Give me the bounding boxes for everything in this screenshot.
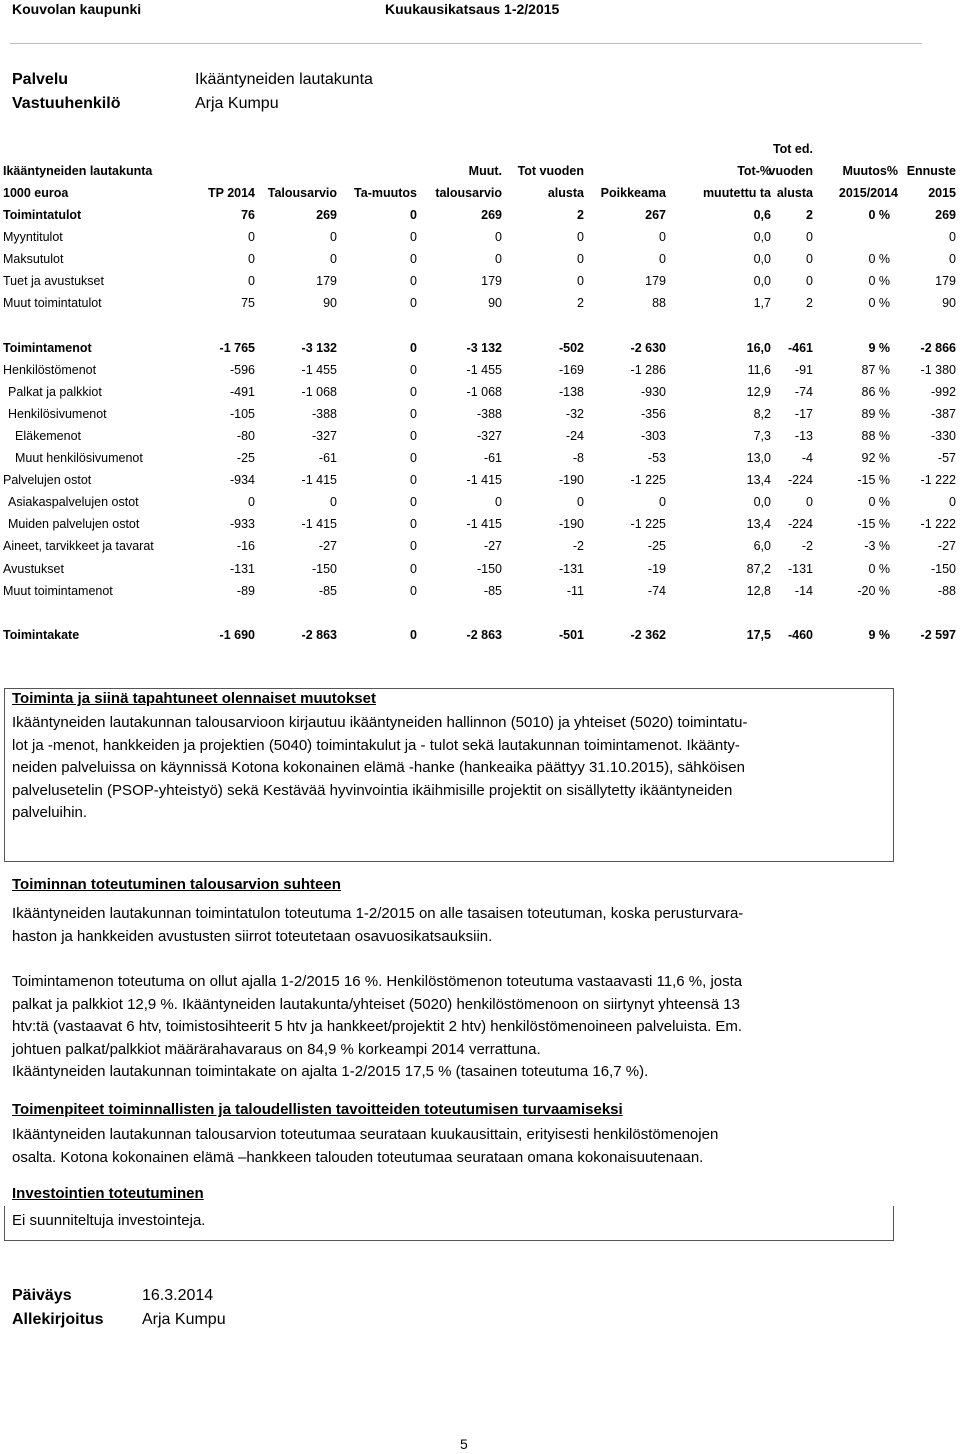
table-cell: 11,6 [747, 362, 771, 377]
table-cell: 0 [410, 539, 417, 554]
table-cell: -91 [794, 362, 813, 377]
table-cell: -303 [640, 428, 666, 443]
column-header: alusta [547, 186, 584, 200]
table-row [0, 517, 960, 539]
table-row [0, 385, 960, 407]
table-cell: -138 [558, 384, 584, 399]
table-cell: -17 [794, 406, 813, 421]
section-text-investments: Ei suunniteltuja investointeja. [12, 1212, 206, 1229]
table-cell: -14 [794, 583, 813, 598]
text-line: Ikääntyneiden lautakunnan talousarvioon kirjautuu ikääntyneiden hallinnon (5010) ja yhteiset (5020) toimintatu- [12, 714, 748, 731]
table-cell: -19 [647, 561, 666, 576]
table-cell: -2 362 [630, 627, 666, 642]
table-cell: -387 [930, 406, 956, 421]
table-cell: -24 [565, 428, 584, 443]
text-line: palvelusetelin (PSOP-yhteistyö) sekä Kestävää hyvinvointia ikäihmisille projektit on sisällytetty ikääntyneiden [12, 781, 733, 799]
column-header: Tot ed. [772, 142, 813, 156]
table-row [0, 407, 960, 429]
section-text-activity [12, 712, 882, 825]
table-cell: 0 [577, 495, 584, 510]
table-cell: -327 [311, 428, 337, 443]
column-header: Ennuste [906, 164, 956, 178]
table-cell: 0 [577, 274, 584, 289]
table-cell: 8,2 [753, 406, 771, 421]
service-value: Ikääntyneiden lautakunta [195, 71, 373, 88]
table-cell: 87,2 [746, 561, 771, 576]
table-cell: -13 [794, 428, 813, 443]
table-row [0, 252, 960, 274]
table-cell: 0 [330, 495, 337, 510]
table-cell: 0 [949, 495, 956, 510]
table-cell: 92 % [861, 451, 890, 465]
text-line: Ikääntyneiden lautakunnan talousarvion toteutumaa seurataan kuukausittain, erityisesti henkilöstömenojen [12, 1126, 719, 1143]
table-cell: -502 [558, 340, 584, 355]
table-cell: -32 [565, 406, 584, 421]
column-header: Muutos% [842, 164, 898, 178]
row-label: Muut toimintamenot [3, 583, 113, 598]
table-cell: 0 % [868, 561, 890, 576]
table-cell: 90 [942, 296, 956, 311]
table-cell: -1 415 [466, 517, 502, 532]
table-cell: 0 % [868, 296, 890, 311]
row-label: Muut toimintatulot [3, 296, 102, 311]
table-cell: 0 [248, 495, 255, 510]
table-cell: 88 % [861, 428, 890, 443]
table-row [0, 473, 960, 495]
table-cell: -356 [640, 406, 666, 421]
table-cell: -80 [236, 428, 255, 443]
text-line: Ikääntyneiden lautakunnan toimintakate on ajalta 1-2/2015 17,5 % (tasainen toteutuma 16,7 %). [12, 1063, 649, 1080]
table-cell: -2 866 [920, 340, 956, 355]
table-cell: 0 [659, 230, 666, 245]
table-row [0, 230, 960, 252]
table-cell: 0 [410, 583, 417, 598]
table-cell: -85 [318, 583, 337, 598]
table-cell: 0 [410, 495, 417, 510]
table-cell: 1,7 [753, 296, 771, 311]
table-cell: -88 [937, 583, 956, 598]
row-label: Henkilöstömenot [3, 362, 97, 377]
column-header: 2015/2014 [838, 186, 898, 200]
table-cell: 75 [241, 296, 255, 311]
table-cell: 0,0 [753, 252, 771, 267]
service-label: Palvelu [12, 71, 69, 88]
table-cell: 0 [410, 428, 417, 443]
column-header: Tot vuoden [517, 164, 584, 178]
table-row [0, 584, 960, 606]
table-cell: 0 [410, 296, 417, 311]
table-cell: -460 [787, 627, 813, 642]
row-label: Tuet ja avustukset [3, 274, 104, 289]
table-cell: -150 [476, 561, 502, 576]
table-cell: -2 597 [920, 627, 956, 642]
table-cell: 2 [577, 208, 584, 222]
header-organization: Kouvolan kaupunki [12, 1, 142, 17]
table-cell: 0 [495, 252, 502, 267]
row-label: Muiden palvelujen ostot [8, 517, 140, 532]
table-cell: 0 [410, 517, 417, 532]
section-heading-activity: Toiminta ja siinä tapahtuneet olennaiset muutokset [12, 690, 376, 707]
table-cell: -27 [483, 539, 502, 554]
table-cell: 0 [330, 230, 337, 245]
text-line: Toimintamenon toteutuma on ollut ajalla 1-2/2015 16 %. Henkilöstömenon toteutuma vastaavasti 11,6 %, josta [12, 973, 743, 990]
table-cell: 0 [495, 495, 502, 510]
table-cell: -1 455 [466, 362, 502, 377]
column-header: 2015 [928, 186, 956, 200]
table-cell: 89 % [861, 406, 890, 421]
table-cell: -57 [937, 451, 956, 465]
table-cell: 0 [659, 252, 666, 267]
row-label: Asiakaspalvelujen ostot [8, 495, 139, 510]
table-cell: 0 % [868, 495, 890, 510]
table-cell: -150 [311, 561, 337, 576]
table-cell: 0,0 [753, 495, 771, 510]
table-cell: -224 [787, 517, 813, 532]
table-cell: -89 [236, 583, 255, 598]
table-cell: -3 132 [301, 340, 337, 355]
table-cell: 0 [410, 451, 417, 465]
table-cell: 13,4 [746, 473, 771, 488]
column-header: vuoden [768, 164, 813, 178]
text-line: Ikääntyneiden lautakunnan toimintatulon toteutuma 1-2/2015 on alle tasaisen toteutuman, koska perusturvara- [12, 905, 744, 922]
text-line: neiden palveluissa on käynnissä Kotona kokonainen elämä -hanke (hankeaika päättyy 31.10.2015), sähköisen [12, 759, 745, 776]
table-cell: -27 [937, 539, 956, 554]
table-cell: 0,0 [753, 274, 771, 289]
table-cell: -1 225 [630, 517, 666, 532]
column-header: Muut. [468, 164, 502, 178]
table-cell: 0,6 [753, 208, 771, 222]
table-cell: 13,4 [746, 517, 771, 532]
row-label: Palkat ja palkkiot [8, 384, 102, 399]
table-cell: -224 [787, 473, 813, 488]
column-header: TP 2014 [207, 186, 255, 200]
table-cell: 0 [410, 473, 417, 488]
table-cell: -85 [483, 583, 502, 598]
page-number: 5 [460, 1436, 468, 1452]
table-cell: -1 455 [301, 362, 337, 377]
table-cell: -1 415 [301, 473, 337, 488]
table-row [0, 341, 960, 363]
table-cell: -53 [647, 451, 666, 465]
table-cell: -74 [794, 384, 813, 399]
table-row [0, 451, 960, 473]
table-cell: 90 [323, 296, 337, 311]
table-cell: 0 % [868, 274, 890, 289]
table-cell: -61 [483, 451, 502, 465]
table-cell: -61 [318, 451, 337, 465]
row-label: Henkilösivumenot [8, 406, 107, 421]
table-cell: 0 [410, 362, 417, 377]
table-cell: -1 222 [920, 517, 956, 532]
table-cell: 9 % [868, 627, 890, 642]
column-header: talousarvio [435, 186, 502, 200]
signature-value: Arja Kumpu [142, 1311, 226, 1328]
table-cell: -501 [558, 627, 584, 642]
table-cell: -15 % [857, 473, 890, 488]
table-cell: -596 [229, 362, 255, 377]
table-cell: 269 [935, 208, 956, 222]
text-line: osalta. Kotona kokonainen elämä –hankkeen talouden toteutumaa seurataan omana kokonaisuutenaan. [12, 1148, 704, 1166]
table-cell: 12,8 [746, 583, 771, 598]
table-cell: 76 [241, 208, 255, 222]
table-cell: 0 [410, 384, 417, 399]
table-cell: -330 [930, 428, 956, 443]
table-unit: 1000 euroa [3, 186, 69, 200]
table-cell: -74 [647, 583, 666, 598]
row-label: Myyntitulot [3, 230, 63, 245]
section-heading-measures: Toimenpiteet toiminnallisten ja taloudellisten tavoitteiden toteutumisen turvaamiseksi [12, 1101, 623, 1118]
row-label: Aineet, tarvikkeet ja tavarat [3, 539, 154, 554]
table-cell: 0 [410, 274, 417, 289]
table-cell: 179 [481, 274, 502, 289]
table-cell: -4 [801, 451, 813, 465]
table-cell: 267 [645, 208, 666, 222]
table-cell: 0 [330, 252, 337, 267]
table-cell: 179 [645, 274, 666, 289]
table-cell: 0 [410, 340, 417, 355]
table-cell: 0 % [868, 208, 890, 222]
table-cell: -25 [236, 451, 255, 465]
table-cell: -131 [787, 561, 813, 576]
table-row [0, 208, 960, 230]
page-header [12, 0, 948, 18]
table-cell: -1 690 [219, 627, 255, 642]
table-cell: -2 [572, 539, 584, 554]
table-cell: 0 [495, 230, 502, 245]
table-cell: -3 132 [466, 340, 502, 355]
table-cell: 179 [935, 274, 956, 289]
table-cell: 0 [410, 230, 417, 245]
table-cell: 0 [806, 495, 813, 510]
table-cell: 0 [949, 252, 956, 267]
table-cell: 179 [316, 274, 337, 289]
column-header: Talousarvio [267, 186, 337, 200]
table-cell: 0 [806, 274, 813, 289]
table-cell: 90 [488, 296, 502, 311]
table-cell: 269 [316, 208, 337, 222]
table-cell: -930 [640, 384, 666, 399]
table-cell: -2 630 [630, 340, 666, 355]
section-heading-budget: Toiminnan toteutuminen talousarvion suhteen [12, 876, 341, 893]
table-cell: 2 [577, 296, 584, 311]
table-cell: 0,0 [753, 230, 771, 245]
table-cell: -1 415 [301, 517, 337, 532]
table-cell: 0 [659, 495, 666, 510]
table-cell: -1 415 [466, 473, 502, 488]
table-cell: -1 765 [219, 340, 255, 355]
column-header: Tot-% [737, 164, 771, 178]
table-row [0, 429, 960, 451]
table-cell: -2 [801, 539, 813, 554]
table-cell: 0 [949, 230, 956, 245]
column-header: Poikkeama [600, 186, 666, 200]
text-line: htv:tä (vastaavat 6 htv, toimistosihteerit 5 htv ja hankkeet/projektit 2 htv) henkilöstömenoineen palveluista. Em. [12, 1018, 743, 1035]
column-header: muutettu ta [702, 186, 771, 200]
table-cell: 0 [806, 230, 813, 245]
table-cell: 269 [481, 208, 502, 222]
table-cell: -15 % [857, 517, 890, 532]
table-cell: -25 [647, 539, 666, 554]
row-label: Palvelujen ostot [3, 473, 92, 488]
table-row [0, 274, 960, 296]
table-cell: -190 [558, 517, 584, 532]
row-label: Muut henkilösivumenot [15, 451, 143, 465]
column-header: Ta-muutos [354, 186, 417, 200]
table-row [0, 296, 960, 318]
row-label: Toimintakate [3, 627, 80, 642]
table-cell: -2 863 [466, 627, 502, 642]
text-line: palveluihin. [12, 804, 88, 821]
table-cell: -327 [476, 428, 502, 443]
table-cell: -1 222 [920, 473, 956, 488]
table-cell: 0 [410, 252, 417, 267]
table-row [0, 628, 960, 650]
table-cell: 6,0 [753, 539, 771, 554]
table-cell: 0 [577, 252, 584, 267]
table-cell: 16,0 [746, 340, 771, 355]
row-label: Toimintamenot [3, 340, 92, 355]
table-cell: -16 [236, 539, 255, 554]
table-row [0, 539, 960, 561]
text-line: palkat ja palkkiot 12,9 %. Ikääntyneiden lautakunta/yhteiset (5020) henkilöstömenoon on siirtynyt yhteensä 13 [12, 995, 740, 1013]
table-cell: -1 225 [630, 473, 666, 488]
responsible-value: Arja Kumpu [195, 95, 279, 112]
header-report-title: Kuukausikatsaus 1-2/2015 [385, 1, 560, 17]
table-cell: -169 [558, 362, 584, 377]
table-cell: 0 [410, 208, 417, 222]
table-cell: 0 [577, 230, 584, 245]
table-cell: 87 % [861, 362, 890, 377]
responsible-label: Vastuuhenkilö [12, 95, 121, 112]
table-cell: -2 863 [301, 627, 337, 642]
table-cell: 12,9 [746, 384, 771, 399]
table-cell: -1 380 [920, 362, 956, 377]
table-cell: 0 [410, 406, 417, 421]
table-cell: -20 % [857, 583, 890, 598]
table-cell: 0 [248, 274, 255, 289]
table-cell: 86 % [861, 384, 890, 399]
row-label: Avustukset [3, 561, 64, 576]
table-cell: -3 % [864, 539, 890, 554]
table-cell: -934 [229, 473, 255, 488]
table-cell: -11 [566, 583, 584, 598]
table-cell: 88 [652, 296, 666, 311]
date-label: Päiväys [12, 1287, 72, 1304]
column-header: alusta [776, 186, 813, 200]
table-cell: -461 [787, 340, 813, 355]
table-cell: 0 [806, 252, 813, 267]
table-row [0, 495, 960, 517]
section-text-measures [12, 1124, 882, 1169]
table-cell: 9 % [868, 340, 890, 355]
row-label: Eläkemenot [15, 428, 82, 443]
table-cell: 7,3 [753, 428, 771, 443]
table-cell: 2 [806, 208, 813, 222]
table-cell: -150 [930, 561, 956, 576]
text-line: lot ja -menot, hankkeiden ja projektien (5040) toimintakulut ja - tulot sekä lautakunnan toimintamenot. Ikäänty- [12, 736, 740, 754]
table-cell: -388 [311, 406, 337, 421]
table-cell: 0 [248, 230, 255, 245]
table-cell: -131 [229, 561, 255, 576]
signature-label: Allekirjoitus [12, 1311, 104, 1328]
table-cell: -27 [318, 539, 337, 554]
table-cell: -992 [930, 384, 956, 399]
text-line: haston ja hankkeiden avustusten siirrot toteutetaan osavuosikatsauksiin. [12, 927, 493, 945]
table-cell: -105 [229, 406, 255, 421]
table-row [0, 562, 960, 584]
table-cell: 13,0 [746, 451, 771, 465]
table-cell: -1 068 [301, 384, 337, 399]
header-divider [10, 43, 922, 44]
table-cell: -8 [572, 451, 584, 465]
section-text-budget-1 [12, 903, 882, 948]
table-cell: 0 [410, 627, 417, 642]
table-cell: -131 [558, 561, 584, 576]
table-title: Ikääntyneiden lautakunta [3, 164, 153, 178]
table-cell: -1 068 [466, 384, 502, 399]
table-cell: 2 [806, 296, 813, 311]
date-value: 16.3.2014 [142, 1287, 214, 1304]
row-label: Toimintatulot [3, 208, 82, 222]
table-cell: 0 [410, 561, 417, 576]
table-cell: 0 [248, 252, 255, 267]
table-cell: 0 % [868, 252, 890, 267]
table-cell: -1 286 [630, 362, 666, 377]
table-cell: -190 [558, 473, 584, 488]
section-heading-investments: Investointien toteutuminen [12, 1185, 204, 1202]
section-text-budget-2 [12, 971, 882, 1084]
table-cell: 17,5 [746, 627, 771, 642]
table-cell: -491 [229, 384, 255, 399]
text-line: johtuen palkat/palkkiot määrärahavaraus on 84,9 % korkeampi 2014 verrattuna. [12, 1040, 541, 1058]
table-cell: -388 [476, 406, 502, 421]
table-row [0, 363, 960, 385]
row-label: Maksutulot [3, 252, 64, 267]
table-cell: -933 [229, 517, 255, 532]
